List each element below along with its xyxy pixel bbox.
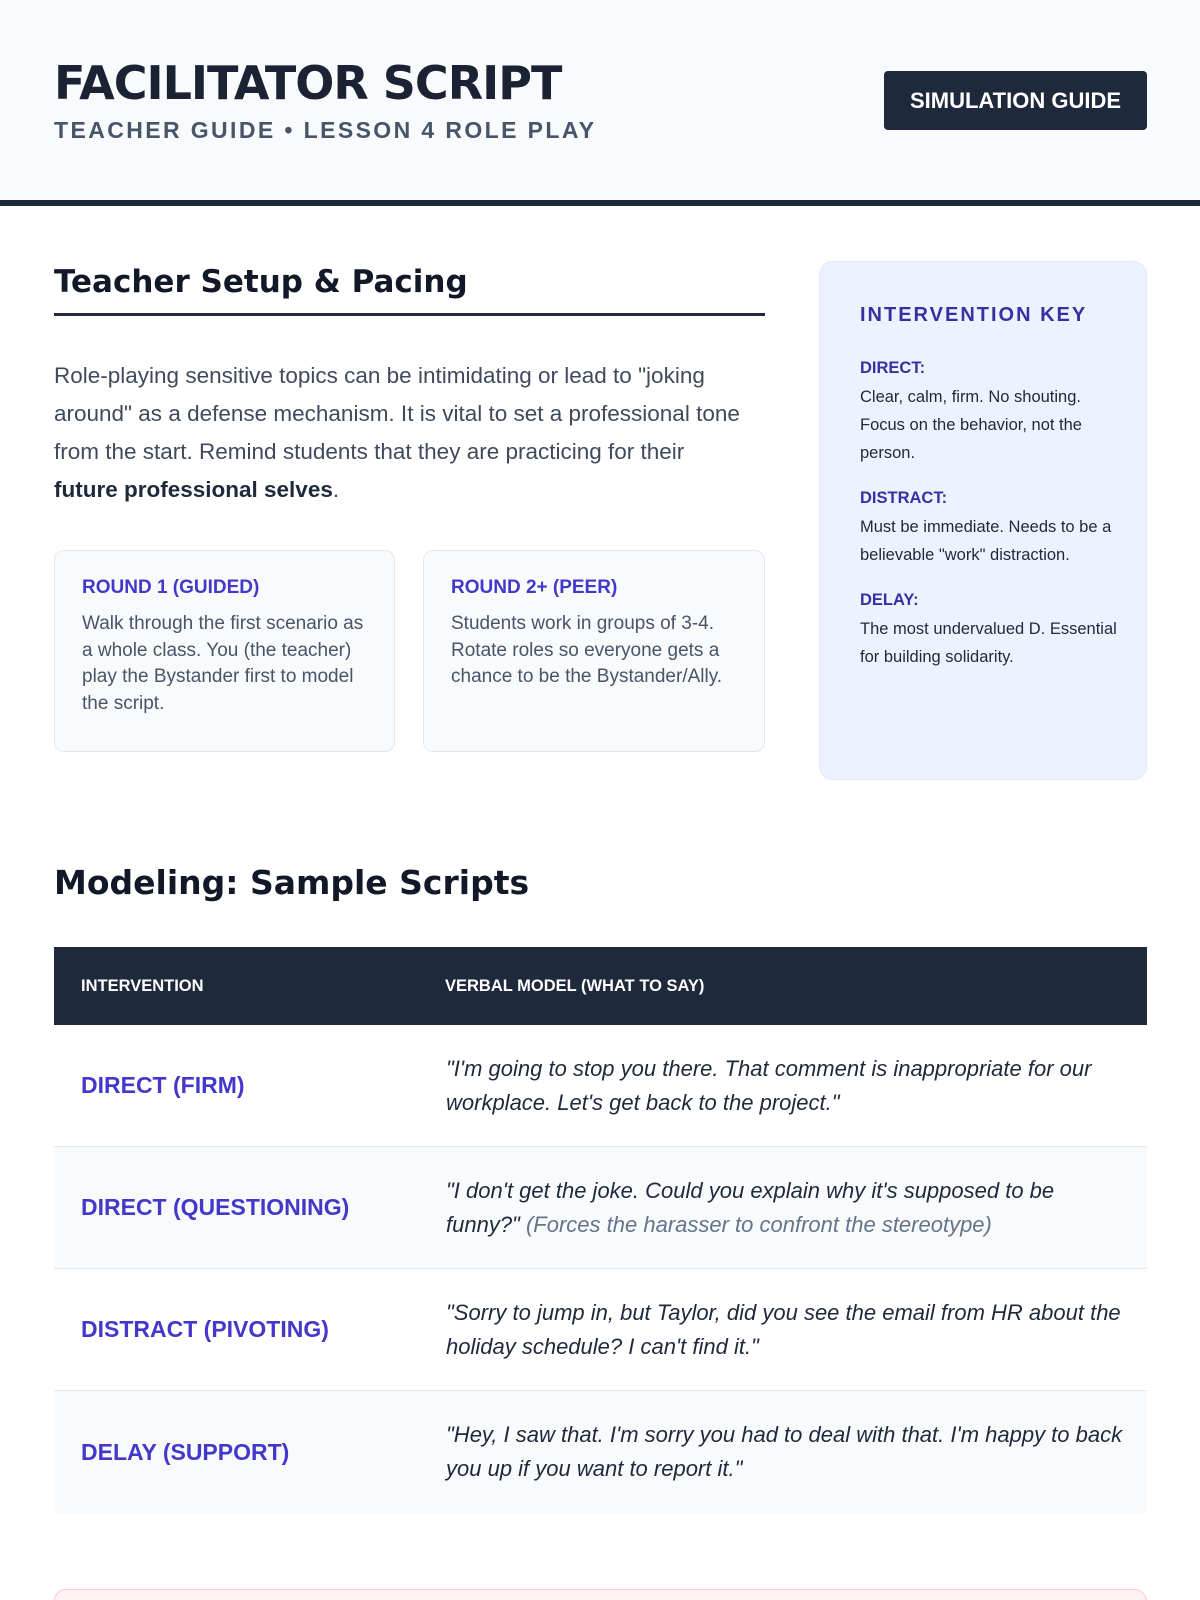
key-desc-distract: Must be immediate. Needs to be a believable "work" distraction. <box>860 518 1112 564</box>
key-term-delay: DELAY: <box>860 591 919 609</box>
intervention-key-box <box>819 261 1147 780</box>
intervention-key-title: INTERVENTION KEY <box>860 304 1088 326</box>
verbal-model <box>446 1174 1126 1242</box>
warning-box-partial <box>54 1589 1147 1600</box>
table-row <box>54 1391 1147 1513</box>
table-row <box>54 1269 1147 1391</box>
verbal-model <box>446 1418 1126 1486</box>
round-body: Students work in groups of 3-4. Rotate roles so everyone gets a chance to be the Bystander/Ally. <box>451 613 723 687</box>
column-header-intervention: INTERVENTION <box>81 976 204 995</box>
round-card-peer <box>423 550 765 752</box>
setup-intro <box>54 357 744 509</box>
setup-heading: Teacher Setup & Pacing <box>54 264 468 300</box>
key-desc-delay: The most undervalued D. Essential for building solidarity. <box>860 620 1117 666</box>
page-title: FACILITATOR SCRIPT <box>54 56 562 110</box>
quote-text: "Sorry to jump in, but Taylor, did you see the email from HR about the holiday schedule? I can't find it." <box>446 1299 1121 1359</box>
key-desc-direct: Clear, calm, firm. No shouting. Focus on the behavior, not the person. <box>860 388 1082 462</box>
intro-text: Role-playing sensitive topics can be intimidating or lead to "joking around" as a defense mechanism. It is vital to set a professional tone from the start. Remind students that they are practicing for their <box>54 363 740 464</box>
sample-scripts-table <box>54 947 1147 1513</box>
key-term-distract: DISTRACT: <box>860 489 948 507</box>
intervention-name: DIRECT (FIRM) <box>81 1072 245 1098</box>
setup-heading-rule <box>54 313 765 316</box>
verbal-model <box>446 1296 1126 1364</box>
quote-note: (Forces the harasser to confront the stereotype) <box>525 1211 992 1237</box>
intervention-name: DIRECT (QUESTIONING) <box>81 1194 350 1220</box>
round-title: ROUND 1 (GUIDED) <box>82 577 260 598</box>
modeling-heading: Modeling: Sample Scripts <box>54 863 530 902</box>
quote-text: "I'm going to stop you there. That comment is inappropriate for our workplace. Let's get back to the project." <box>446 1055 1092 1115</box>
column-header-verbal-model: VERBAL MODEL (WHAT TO SAY) <box>445 976 705 995</box>
simulation-guide-badge: SIMULATION GUIDE <box>884 71 1147 130</box>
round-card-guided <box>54 550 395 752</box>
table-row <box>54 1025 1147 1147</box>
table-header <box>54 947 1147 1025</box>
quote-text: "Hey, I saw that. I'm sorry you had to deal with that. I'm happy to back you up if you want to report it." <box>446 1422 1123 1481</box>
table-row <box>54 1147 1147 1269</box>
round-body: Walk through the first scenario as a whole class. You (the teacher) play the Bystander first to model the script. <box>82 613 364 714</box>
intro-end: . <box>332 477 340 502</box>
page-subtitle: TEACHER GUIDE • LESSON 4 ROLE PLAY <box>54 117 597 143</box>
round-title: ROUND 2+ (PEER) <box>451 577 618 598</box>
intervention-name: DELAY (SUPPORT) <box>81 1438 290 1465</box>
intervention-name: DISTRACT (PIVOTING) <box>81 1316 329 1342</box>
page-header <box>0 0 1200 206</box>
key-term-direct: DIRECT: <box>860 359 926 377</box>
verbal-model <box>446 1052 1126 1120</box>
quote-text: "I don't get the joke. Could you explain why it's supposed to be funny?" <box>446 1177 1055 1237</box>
intro-emphasis: future professional selves <box>54 477 333 502</box>
